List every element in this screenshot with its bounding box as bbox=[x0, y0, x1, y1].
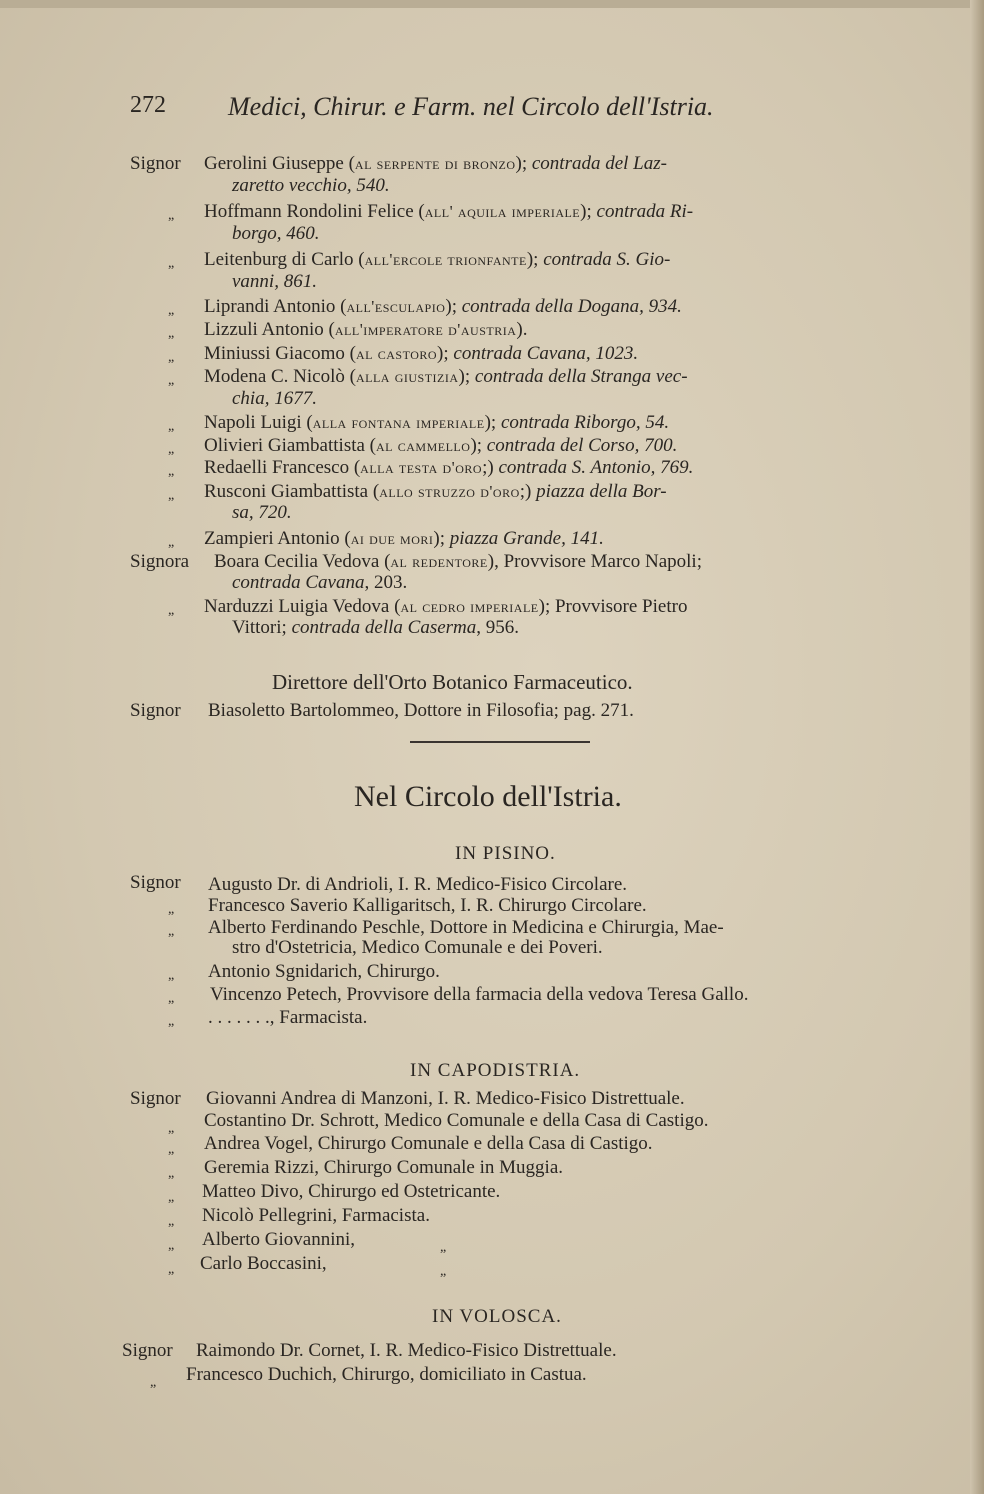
capodistria-heading: IN CAPODISTRIA. bbox=[410, 1060, 581, 1081]
entry-name: Redaelli Francesco ( bbox=[204, 457, 361, 478]
pharmacist-entry bbox=[0, 201, 984, 245]
entry-name: Olivieri Giambattista ( bbox=[204, 435, 377, 456]
entry-address: piazza della Bor- bbox=[536, 481, 667, 502]
staff-entry bbox=[0, 872, 984, 894]
entry-address: contrada Cavana bbox=[232, 572, 365, 593]
entry-text: Matteo Divo, Chirurgo ed Ostetricante. bbox=[202, 1181, 501, 1202]
entry-number: , 956. bbox=[476, 617, 520, 638]
pharmacist-entry bbox=[0, 481, 984, 525]
ditto-mark: „ bbox=[168, 603, 175, 618]
entry-continuation: stro d'Ostetricia, Medico Comunale e dei Poveri. bbox=[232, 937, 603, 958]
page-top-edge bbox=[0, 0, 984, 8]
shop-sign: all'ercole trionfante bbox=[364, 250, 527, 269]
entry-punct: ); bbox=[526, 249, 544, 270]
entry-punct: ). bbox=[516, 319, 528, 340]
shop-sign: al cammello bbox=[376, 436, 471, 455]
shop-sign: alla testa d'oro bbox=[360, 458, 483, 477]
shop-sign: alla giustizia bbox=[355, 367, 459, 386]
entry-punct: ); bbox=[437, 343, 454, 364]
entry-punct: ); bbox=[470, 435, 487, 456]
entry-name: Boara Cecilia Vedova ( bbox=[214, 551, 391, 572]
ditto-mark: „ bbox=[168, 924, 175, 939]
entry-text: Andrea Vogel, Chirurgo Comunale e della Casa di Castigo. bbox=[204, 1133, 653, 1154]
entry-punct: ); bbox=[484, 412, 501, 433]
entry-label: Signor bbox=[130, 153, 181, 174]
entry-name: Modena C. Nicolò ( bbox=[204, 366, 356, 387]
staff-entry bbox=[0, 1340, 984, 1362]
shop-sign: all'esculapio bbox=[346, 297, 446, 316]
entry-text: Alberto Giovannini, bbox=[202, 1229, 356, 1250]
ditto-mark: „ bbox=[168, 535, 175, 550]
staff-entry bbox=[0, 1229, 984, 1255]
entry-punct: ); bbox=[580, 201, 597, 222]
entry-text: Alberto Ferdinando Peschle, Dottore in Medicina e Chirurgia, Mae- bbox=[208, 917, 724, 938]
shop-sign: al castoro bbox=[356, 344, 438, 363]
entry-address: contrada S. Gio- bbox=[543, 249, 671, 270]
ditto-mark: „ bbox=[168, 256, 175, 271]
ditto-mark: „ bbox=[440, 1240, 447, 1255]
ditto-mark: „ bbox=[168, 1214, 175, 1229]
staff-entry bbox=[0, 917, 984, 959]
staff-entry bbox=[0, 1364, 984, 1390]
entry-text: Antonio Sgnidarich, Chirurgo. bbox=[208, 961, 440, 982]
entry-address: contrada Ri- bbox=[596, 201, 694, 222]
entry-text: Francesco Duchich, Chirurgo, domiciliato in Castua. bbox=[186, 1364, 587, 1385]
istria-title: Nel Circolo dell'Istria. bbox=[354, 780, 622, 813]
entry-punct: ;) bbox=[519, 481, 537, 502]
shop-sign: al serpente di bronzo bbox=[354, 154, 516, 173]
entry-punct: ); bbox=[445, 296, 462, 317]
entry-text: Giovanni Andrea di Manzoni, I. R. Medico-Fisico Distrettuale. bbox=[206, 1088, 685, 1109]
entry-text: . . . . . . ., Farmacista. bbox=[208, 1007, 368, 1028]
ditto-mark: „ bbox=[168, 303, 175, 318]
entry-address: contrada della Dogana, 934. bbox=[461, 296, 682, 317]
pharmacist-entry bbox=[0, 366, 984, 410]
ditto-mark: „ bbox=[168, 902, 175, 917]
shop-sign: all'imperatore d'austria bbox=[334, 320, 517, 339]
staff-entry bbox=[0, 1007, 984, 1029]
pharmacist-entry bbox=[0, 435, 984, 457]
ditto-mark: „ bbox=[168, 326, 175, 341]
entry-punct: ); bbox=[458, 366, 475, 387]
entry-provisor: ), Provvisore Marco Napoli; bbox=[487, 551, 702, 572]
entry-name: Napoli Luigi ( bbox=[204, 412, 313, 433]
volosca-heading: IN VOLOSCA. bbox=[432, 1306, 562, 1327]
staff-entry bbox=[0, 895, 984, 917]
ditto-mark: „ bbox=[168, 488, 175, 503]
entry-text: Biasoletto Bartolommeo, Dottore in Filosofia; pag. 271. bbox=[208, 700, 634, 721]
entry-address: contrada Cavana, 1023. bbox=[453, 343, 639, 364]
staff-entry bbox=[0, 1181, 984, 1203]
entry-name: Gerolini Giuseppe ( bbox=[204, 153, 355, 174]
pharmacist-entry bbox=[0, 412, 984, 434]
pisino-heading: IN PISINO. bbox=[455, 843, 556, 864]
botanical-heading: Direttore dell'Orto Botanico Farmaceutico. bbox=[272, 670, 633, 694]
entry-label: Signor bbox=[130, 1088, 181, 1109]
entry-text: Augusto Dr. di Andrioli, I. R. Medico-Fisico Circolare. bbox=[208, 874, 628, 895]
entry-continuation: vanni, 861. bbox=[232, 271, 317, 292]
shop-sign: all' aquila imperiale bbox=[424, 202, 581, 221]
entry-address: piazza Grande, 141. bbox=[449, 528, 604, 549]
staff-entry bbox=[0, 1253, 984, 1279]
entry-text: Francesco Saverio Kalligaritsch, I. R. Chirurgo Circolare. bbox=[208, 895, 647, 916]
entry-address: contrada del Corso, 700. bbox=[486, 435, 678, 456]
entry-address: contrada S. Antonio, 769. bbox=[498, 457, 694, 478]
ditto-mark: „ bbox=[168, 1262, 175, 1277]
ditto-mark: „ bbox=[168, 1014, 175, 1029]
widow-pharmacy-entry bbox=[0, 596, 984, 640]
ditto-mark: „ bbox=[168, 1166, 175, 1181]
entry-text: Raimondo Dr. Cornet, I. R. Medico-Fisico Distrettuale. bbox=[196, 1340, 617, 1361]
pharmacist-entry bbox=[0, 457, 984, 479]
staff-entry bbox=[0, 961, 984, 983]
shop-sign: allo struzzo d'oro bbox=[379, 482, 520, 501]
entry-name: Liprandi Antonio ( bbox=[204, 296, 347, 317]
entry-name: Narduzzi Luigia Vedova ( bbox=[204, 596, 401, 617]
page-header bbox=[130, 92, 830, 132]
staff-entry bbox=[0, 1110, 984, 1136]
section-divider bbox=[410, 741, 590, 743]
entry-name: Lizzuli Antonio ( bbox=[204, 319, 335, 340]
pharmacist-entry bbox=[0, 249, 984, 293]
shop-sign: ai due mori bbox=[350, 529, 434, 548]
staff-entry bbox=[0, 984, 984, 1006]
shop-sign: al redentore bbox=[390, 552, 488, 571]
pharmacist-entry bbox=[0, 343, 984, 365]
ditto-mark: „ bbox=[168, 1190, 175, 1205]
entry-text: Vincenzo Petech, Provvisore della farmacia della vedova Teresa Gallo. bbox=[210, 984, 749, 1005]
entry-text: Geremia Rizzi, Chirurgo Comunale in Muggia. bbox=[204, 1157, 563, 1178]
running-title: Medici, Chirur. e Farm. nel Circolo dell'Istria. bbox=[228, 92, 714, 121]
entry-address: contrada della Caserma bbox=[291, 617, 477, 638]
entry-address: contrada della Stranga vec- bbox=[474, 366, 688, 387]
entry-name: Miniussi Giacomo ( bbox=[204, 343, 356, 364]
widow-pharmacy-entry bbox=[0, 551, 984, 595]
entry-number: , 203. bbox=[364, 572, 408, 593]
botanical-entry bbox=[0, 700, 984, 722]
ditto-mark: „ bbox=[168, 208, 175, 223]
entry-label: Signor bbox=[122, 1340, 173, 1361]
staff-entry bbox=[0, 1157, 984, 1179]
ditto-mark: „ bbox=[168, 419, 175, 434]
ditto-mark: „ bbox=[168, 1142, 175, 1157]
entry-punct: ;) bbox=[482, 457, 499, 478]
ditto-mark: „ bbox=[440, 1264, 447, 1279]
page-number: 272 bbox=[130, 92, 166, 118]
entry-punct: ); bbox=[515, 153, 532, 174]
staff-entry bbox=[0, 1133, 984, 1155]
entry-label: Signor bbox=[130, 700, 181, 721]
pharmacist-entry bbox=[0, 296, 984, 318]
ditto-mark: „ bbox=[150, 1375, 157, 1390]
shop-sign: alla fontana imperiale bbox=[312, 413, 485, 432]
ditto-mark: „ bbox=[168, 1238, 175, 1253]
pharmacist-entry bbox=[0, 528, 984, 550]
entry-provisor: ); Provvisore Pietro bbox=[538, 596, 688, 617]
ditto-mark: „ bbox=[168, 442, 175, 457]
entry-text: Carlo Boccasini, bbox=[200, 1253, 327, 1274]
ditto-mark: „ bbox=[168, 1121, 175, 1136]
entry-label: Signora bbox=[130, 551, 190, 572]
ditto-mark: „ bbox=[168, 968, 175, 983]
shop-sign: al cedro imperiale bbox=[400, 597, 539, 616]
entry-name: Hoffmann Rondolini Felice ( bbox=[204, 201, 425, 222]
entry-name: Rusconi Giambattista ( bbox=[204, 481, 380, 502]
pharmacist-entry bbox=[0, 153, 984, 197]
entry-continuation: borgo, 460. bbox=[232, 223, 320, 244]
entry-text: Nicolò Pellegrini, Farmacista. bbox=[202, 1205, 430, 1226]
entry-provisor-name: Vittori; bbox=[232, 617, 292, 638]
staff-entry bbox=[0, 1088, 984, 1110]
entry-text: Costantino Dr. Schrott, Medico Comunale e della Casa di Castigo. bbox=[204, 1110, 709, 1131]
entry-continuation: sa, 720. bbox=[232, 502, 292, 523]
entry-address: contrada del Laz- bbox=[531, 153, 667, 174]
entry-label: Signor bbox=[130, 872, 181, 893]
entry-name: Leitenburg di Carlo ( bbox=[204, 249, 365, 270]
ditto-mark: „ bbox=[168, 350, 175, 365]
ditto-mark: „ bbox=[168, 373, 175, 388]
entry-name: Zampieri Antonio ( bbox=[204, 528, 351, 549]
ditto-mark: „ bbox=[168, 991, 175, 1006]
ditto-mark: „ bbox=[168, 464, 175, 479]
entry-continuation: chia, 1677. bbox=[232, 388, 317, 409]
entry-address: contrada Riborgo, 54. bbox=[500, 412, 670, 433]
entry-continuation: zaretto vecchio, 540. bbox=[232, 175, 390, 196]
entry-punct: ); bbox=[433, 528, 450, 549]
staff-entry bbox=[0, 1205, 984, 1227]
pharmacist-entry bbox=[0, 319, 984, 341]
